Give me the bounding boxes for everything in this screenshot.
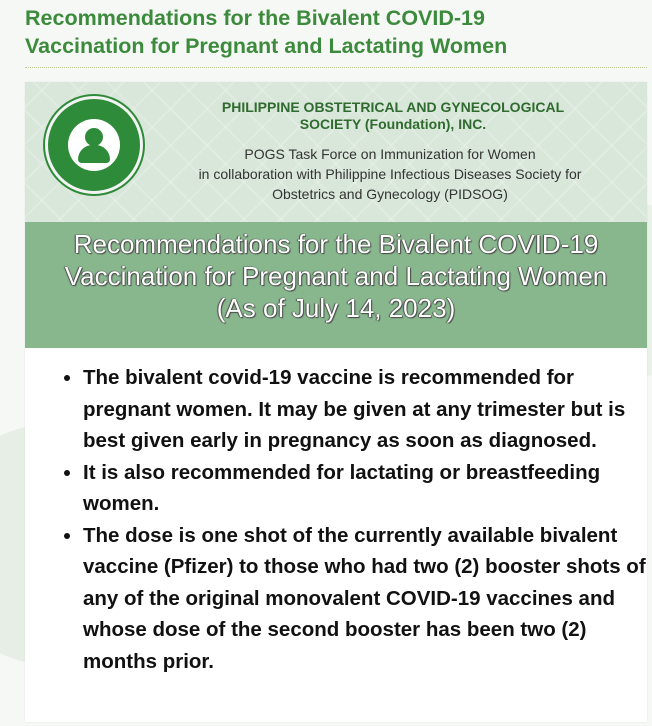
list-item: • The dose is one shot of the currently available bivalent vaccine (Pfizer) to those who had two (2) booster shots of any of the original monovalent COVID-19 vaccines and whose dose of the second booster has been two (2) months prior. — [83, 520, 647, 678]
infographic-title-line-1: Recommendations for the Bivalent COVID-19 — [73, 229, 599, 259]
list-item: • The bivalent covid-19 vaccine is recommended for pregnant women. It may be given at any trimester but is best given early in pregnancy as soon as diagnosed. — [83, 362, 647, 457]
recommendation-list — [63, 362, 647, 677]
organization-name — [143, 99, 643, 133]
organization-name-line-2: SOCIETY (Foundation), INC. — [299, 116, 487, 132]
seal-figure-head — [85, 128, 103, 146]
header-banner — [25, 82, 647, 222]
page-title-line-2: Vaccination for Pregnant and Lactating Women — [25, 34, 508, 58]
infographic-image — [25, 82, 647, 722]
task-force-line-3: Obstetrics and Gynecology (PIDSOG) — [272, 186, 508, 202]
infographic-title-date: (As of July 14, 2023) — [216, 293, 456, 323]
title-divider — [25, 67, 647, 68]
task-force-line-1: POGS Task Force on Immunization for Women — [244, 146, 536, 162]
task-force-text — [135, 144, 645, 204]
list-item: • It is also recommended for lactating or breastfeeding women. — [83, 457, 647, 520]
seal-figure-body — [78, 145, 110, 163]
task-force-line-2: in collaboration with Philippine Infectious Diseases Society for — [198, 166, 582, 182]
pogs-seal-icon — [45, 96, 143, 194]
seal-emblem — [68, 119, 120, 171]
infographic-title — [25, 228, 647, 324]
page-title-line-1: Recommendations for the Bivalent COVID-19 — [25, 6, 485, 30]
infographic-title-line-2: Vaccination for Pregnant and Lactating Women — [64, 261, 608, 291]
page-title — [25, 4, 645, 60]
organization-name-line-1: PHILIPPINE OBSTETRICAL AND GYNECOLOGICAL — [221, 99, 565, 115]
